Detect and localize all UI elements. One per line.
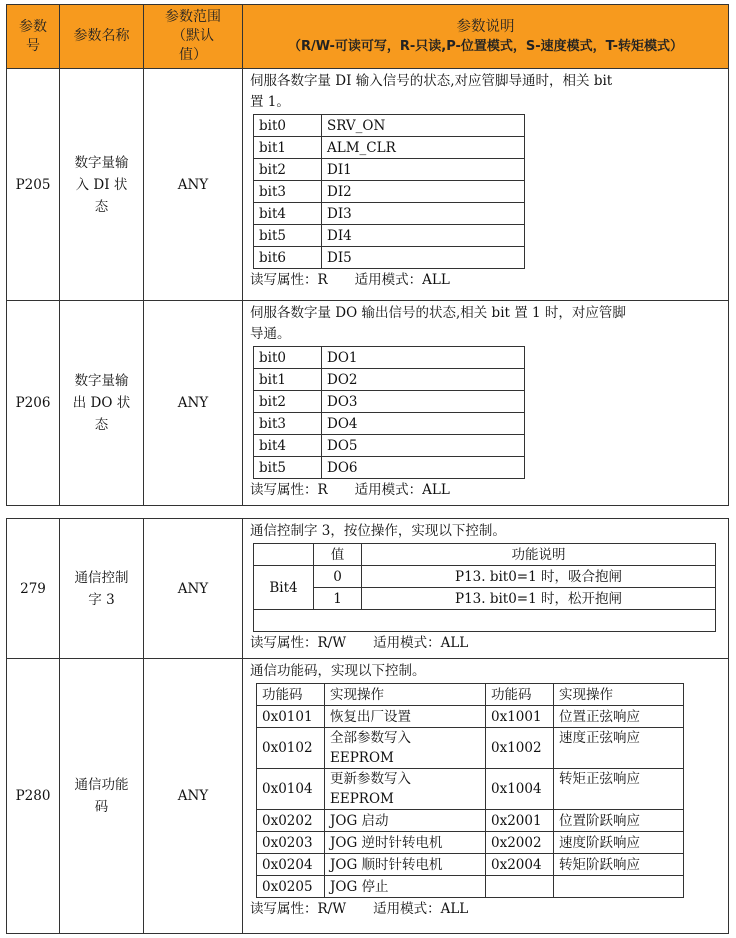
- desc-text: 置 1。: [250, 94, 290, 110]
- table-row: 0x0102 全部参数写入 EEPROM 0x1002 速度正弦响应: [257, 728, 684, 769]
- table-row: bit1 ALM_CLR: [254, 137, 525, 159]
- desc-text: 通信功能码，实现以下控制。: [250, 663, 426, 679]
- param-description: [243, 519, 729, 659]
- param-range: ANY: [144, 519, 243, 659]
- table-row: bit0 SRV_ON: [254, 115, 525, 137]
- header-param-desc: 参数说明 （R/W-可读可写，R-只读,P-位置模式，S-速度模式，T-转矩模式）: [243, 5, 729, 69]
- table-row: 值 功能说明: [254, 544, 716, 566]
- access-footer: 读写属性：R 适用模式：ALL: [250, 272, 450, 288]
- bit-table: [253, 346, 525, 479]
- access-footer: 读写属性：R/W 适用模式：ALL: [250, 901, 469, 917]
- function-code-table: [256, 683, 684, 898]
- table-row: 0x0202 JOG 启动 0x2001 位置阶跃响应: [257, 810, 684, 832]
- table-row: Bit4 0 P13. bit0=1 时，吸合抱闸: [254, 566, 716, 588]
- param-range: ANY: [144, 659, 243, 934]
- desc-text: 伺服各数字量 DI 输入信号的状态,对应管脚导通时，相关 bit: [250, 73, 613, 89]
- param-name: 数字量输 入 DI 状 态: [60, 69, 144, 301]
- parameter-table-lower: [6, 518, 729, 934]
- table-row: [254, 610, 716, 632]
- desc-text: 导通。: [250, 326, 291, 342]
- param-id: 279: [7, 519, 60, 659]
- header-param-no: 参数 号: [7, 5, 60, 69]
- table-row: 1 P13. bit0=1 时，松开抱闸: [254, 588, 716, 610]
- table-row: 0x0101 恢复出厂设置 0x1001 位置正弦响应: [257, 706, 684, 728]
- table-row: bit3 DI2: [254, 181, 525, 203]
- param-name: 数字量输 出 DO 状 态: [60, 301, 144, 506]
- header-param-range: 参数范围 （默认 值）: [144, 5, 243, 69]
- table-row: bit0 DO1: [254, 347, 525, 369]
- table-row: bit4 DI3: [254, 203, 525, 225]
- param-description: [243, 301, 729, 506]
- param-id: P206: [7, 301, 60, 506]
- param-name: 通信功能 码: [60, 659, 144, 934]
- header-param-name: 参数名称: [60, 5, 144, 69]
- param-range: ANY: [144, 69, 243, 301]
- param-id: P280: [7, 659, 60, 934]
- table-row: bit3 DO4: [254, 413, 525, 435]
- table-row: bit2 DO3: [254, 391, 525, 413]
- table-row: bit5 DO6: [254, 457, 525, 479]
- table-row: bit6 DI5: [254, 247, 525, 269]
- access-footer: 读写属性：R/W 适用模式：ALL: [250, 635, 469, 651]
- control-table: [253, 543, 716, 632]
- table-row: 功能码 实现操作 功能码 实现操作: [257, 684, 684, 706]
- param-description: [243, 69, 729, 301]
- table-row: bit1 DO2: [254, 369, 525, 391]
- table-row: [7, 301, 729, 506]
- table-row: bit5 DI4: [254, 225, 525, 247]
- table-row: bit4 DO5: [254, 435, 525, 457]
- table-row: [7, 69, 729, 301]
- parameter-table-upper: [6, 4, 729, 506]
- table-row: 0x0204 JOG 顺时针转电机 0x2004 转矩阶跃响应: [257, 854, 684, 876]
- desc-text: 通信控制字 3，按位操作，实现以下控制。: [250, 523, 506, 539]
- table-row: [7, 659, 729, 934]
- access-footer: 读写属性：R 适用模式：ALL: [250, 482, 450, 498]
- param-range: ANY: [144, 301, 243, 506]
- table-header-row: [7, 5, 729, 69]
- param-description: [243, 659, 729, 934]
- table-row: 0x0203 JOG 逆时针转电机 0x2002 速度阶跃响应: [257, 832, 684, 854]
- table-row: [7, 519, 729, 659]
- table-row: 0x0205 JOG 停止: [257, 876, 684, 898]
- desc-text: 伺服各数字量 DO 输出信号的状态,相关 bit 置 1 时，对应管脚: [250, 305, 626, 321]
- table-row: 0x0104 更新参数写入 EEPROM 0x1004 转矩正弦响应: [257, 769, 684, 810]
- param-name: 通信控制 字 3: [60, 519, 144, 659]
- bit-table: [253, 114, 525, 269]
- param-id: P205: [7, 69, 60, 301]
- table-row: bit2 DI1: [254, 159, 525, 181]
